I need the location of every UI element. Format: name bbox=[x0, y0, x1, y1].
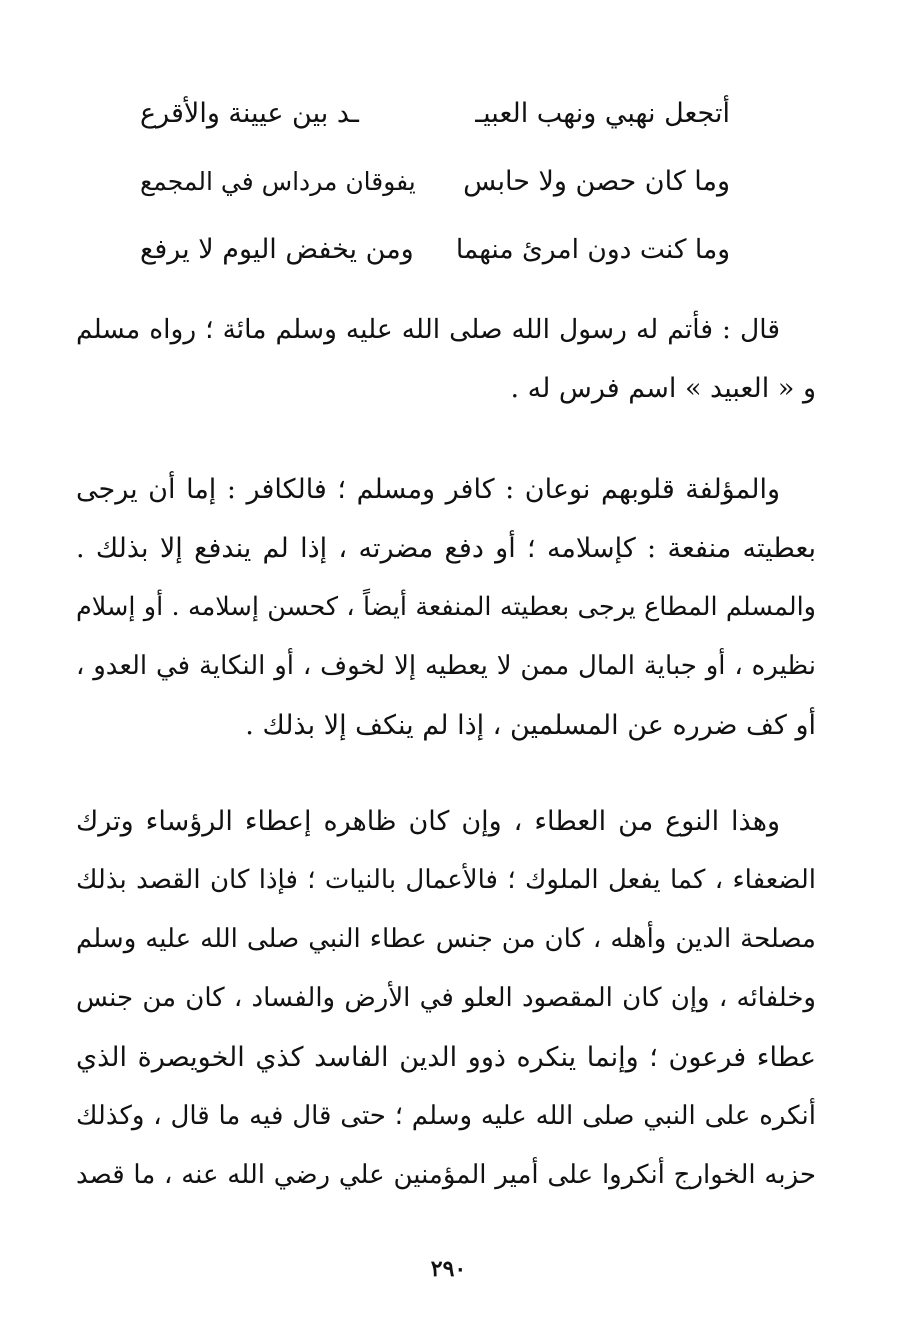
paragraph-line: أنكره على النبي صلى الله عليه وسلم ؛ حتى قال فيه ما قال ، وكذلك bbox=[76, 1101, 816, 1131]
verse-first-hemistich: وما كنت دون امرئ منهما bbox=[455, 234, 730, 265]
paragraph-line: حزبه الخوارج أنكروا على أمير المؤمنين علي رضي الله عنه ، ما قصد bbox=[76, 1160, 816, 1190]
paragraph-line: وخلفائه ، وإن كان المقصود العلو في الأرض والفساد ، كان من جنس bbox=[76, 983, 816, 1013]
page-number: ٢٩٠ bbox=[430, 1256, 467, 1282]
paragraph-line: نظيره ، أو جباية المال ممن لا يعطيه إلا لخوف ، أو النكاية في العدو ، bbox=[76, 651, 816, 681]
paragraph-line: عطاء فرعون ؛ وإنما ينكره ذوو الدين الفاسد كذي الخويصرة الذي bbox=[76, 1042, 816, 1073]
verse-first-hemistich: أتجعل نهبي ونهب العبيـ bbox=[475, 98, 730, 129]
verse-second-hemistich: ومن يخفض اليوم لا يرفع bbox=[140, 234, 414, 265]
paragraph-1 bbox=[76, 300, 816, 418]
paragraph-line: وهذا النوع من العطاء ، وإن كان ظاهره إعطاء الرؤساء وترك bbox=[76, 806, 780, 837]
paragraph-line: بعطيته منفعة : كإسلامه ؛ أو دفع مضرته ، إذا لم يندفع إلا بذلك . bbox=[76, 533, 816, 564]
paragraph-line: مصلحة الدين وأهله ، كان من جنس عطاء النبي صلى الله عليه وسلم bbox=[76, 924, 816, 954]
paragraph-line: أو كف ضرره عن المسلمين ، إذا لم ينكف إلا بذلك . bbox=[245, 710, 816, 741]
paragraph-3 bbox=[76, 792, 816, 1205]
paragraph-line: والمسلم المطاع يرجى بعطيته المنفعة أيضاً ، كحسن إسلامه . أو إسلام bbox=[76, 592, 816, 622]
paragraph-line: قال : فأتم له رسول الله صلى الله عليه وسلم مائة ؛ رواه مسلم bbox=[76, 314, 780, 345]
poem-verse-2 bbox=[140, 160, 730, 204]
paragraph-line: و « العبيد » اسم فرس له . bbox=[510, 373, 816, 404]
verse-first-hemistich: وما كان حصن ولا حابس bbox=[463, 166, 730, 197]
poem-verse-3 bbox=[140, 228, 730, 272]
paragraph-line: والمؤلفة قلوبهم نوعان : كافر ومسلم ؛ فالكافر : إما أن يرجى bbox=[76, 474, 780, 505]
paragraph-line: الضعفاء ، كما يفعل الملوك ؛ فالأعمال بالنيات ؛ فإذا كان القصد بذلك bbox=[76, 865, 816, 895]
paragraph-2 bbox=[76, 460, 816, 755]
verse-second-hemistich: ـد بين عيينة والأقرع bbox=[140, 98, 359, 129]
verse-second-hemistich: يفوقان مرداس في المجمع bbox=[140, 167, 416, 196]
poem-verse-1 bbox=[140, 92, 730, 136]
